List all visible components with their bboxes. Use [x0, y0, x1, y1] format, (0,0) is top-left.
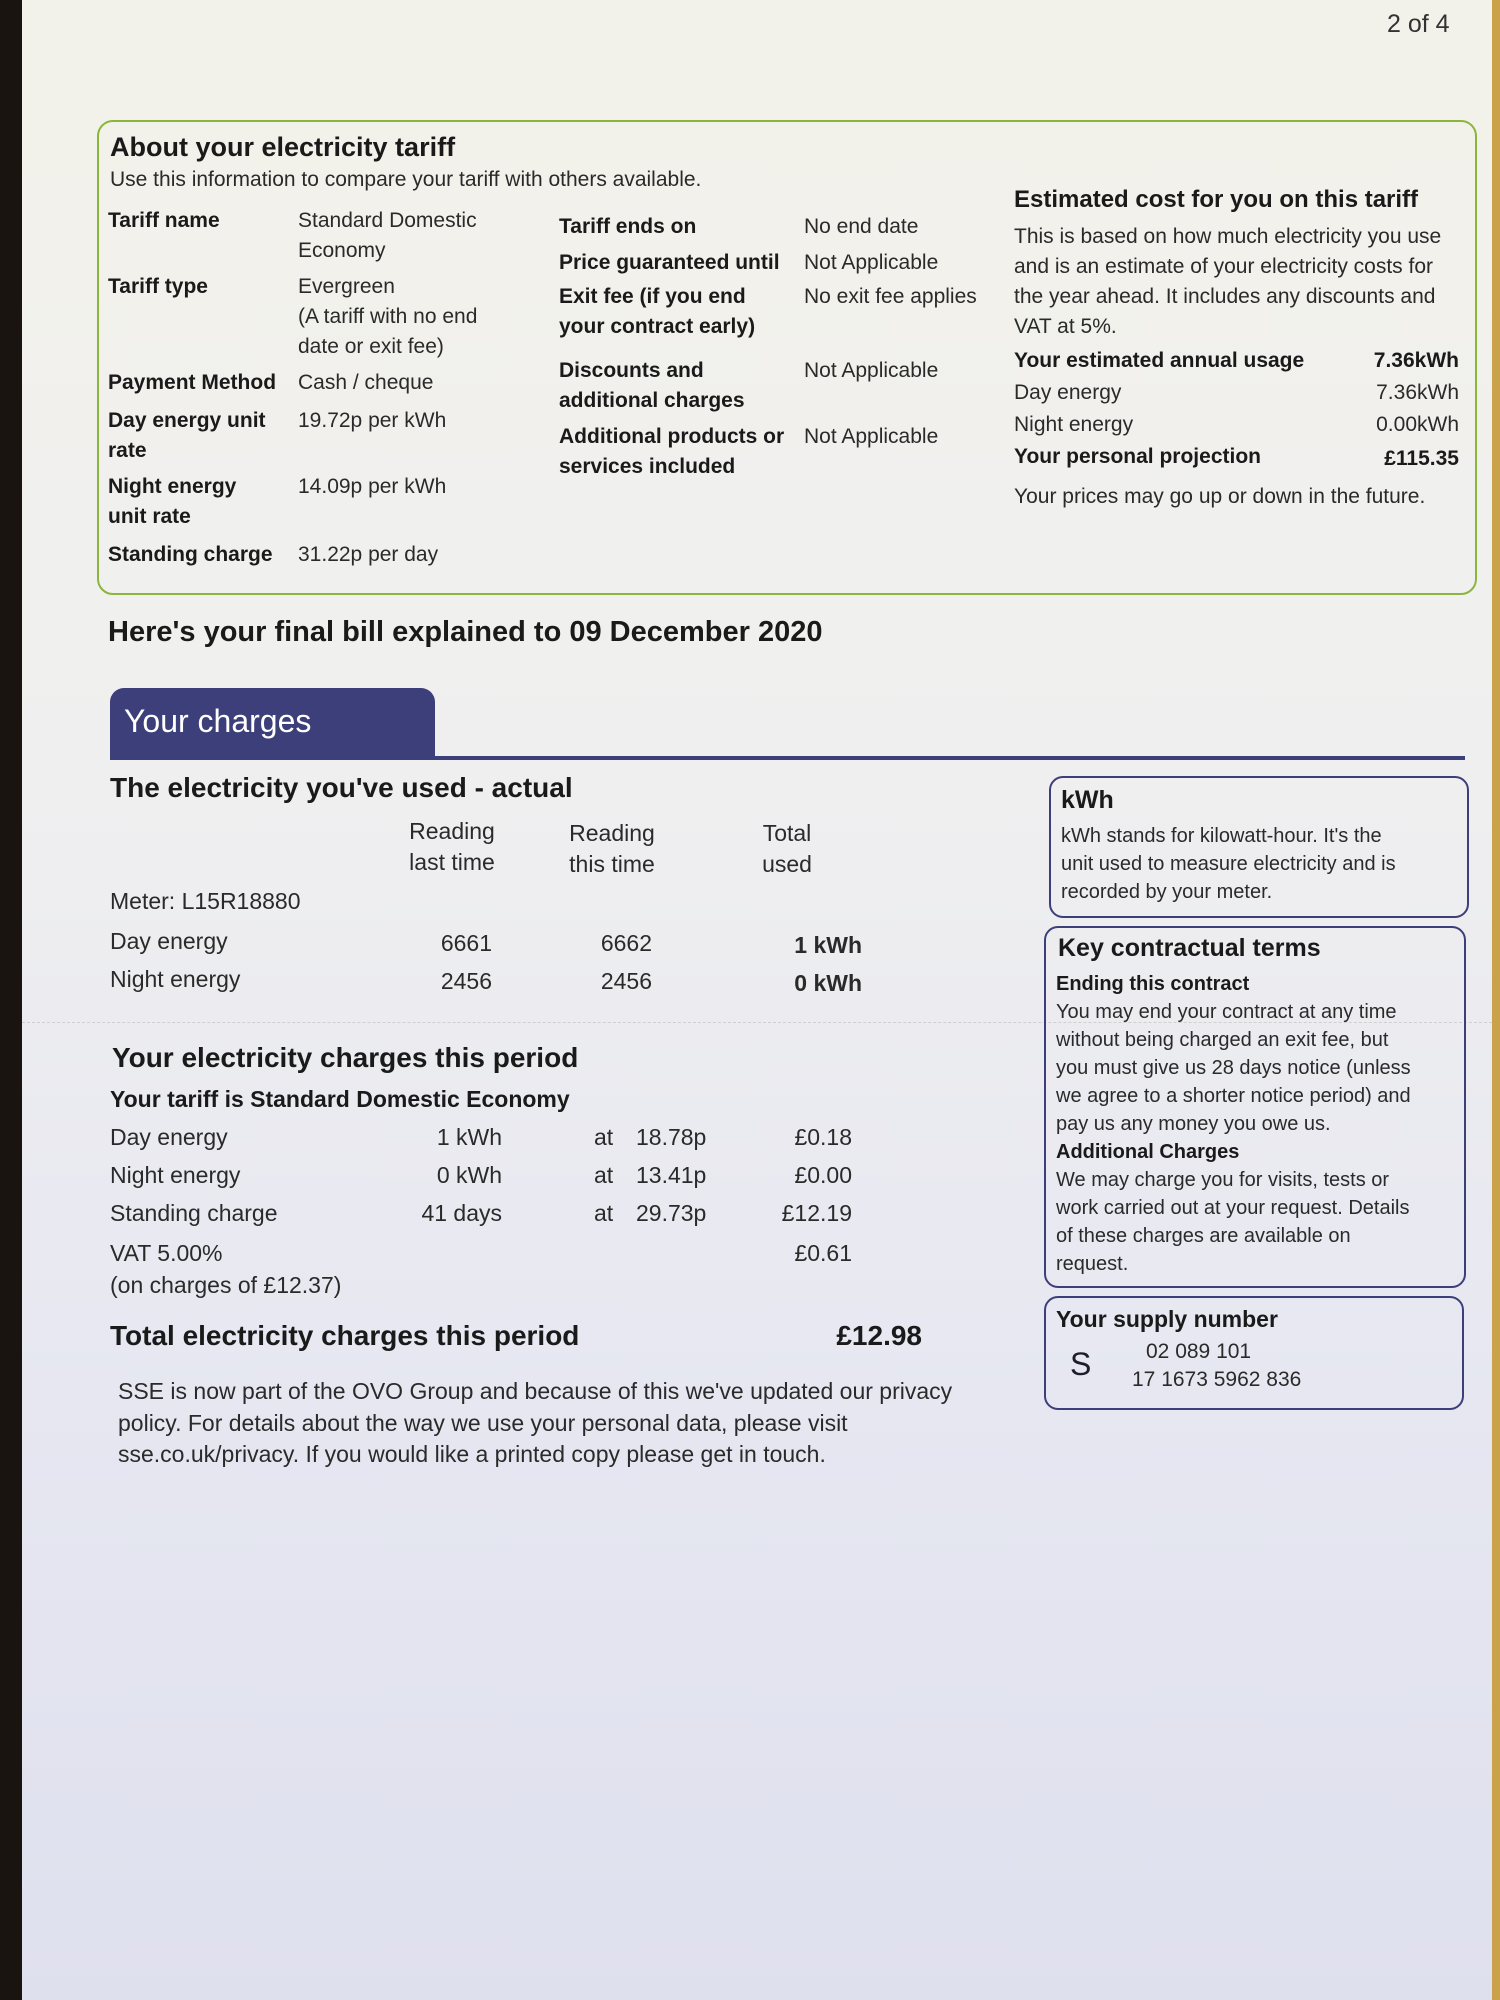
kwh-line-3: recorded by your meter.	[1061, 881, 1273, 903]
privacy-line-3: sse.co.uk/privacy. If you would like a printed copy please get in touch.	[118, 1441, 826, 1467]
your-charges-label: Your charges	[124, 703, 312, 739]
discounts-label-2: additional charges	[559, 389, 745, 412]
estimate-desc-3: the year ahead. It includes any discounts and	[1014, 285, 1436, 308]
price-guaranteed-label: Price guaranteed until	[559, 251, 780, 274]
estimate-day-value: 7.36kWh	[1376, 381, 1459, 404]
tariff-line: Your tariff is Standard Domestic Economy	[110, 1086, 570, 1112]
kwh-info-box	[1049, 776, 1469, 918]
payment-method-value: Cash / cheque	[298, 371, 434, 394]
night-rate-label-2: unit rate	[108, 505, 191, 528]
used-row-this: 2456	[600, 968, 652, 994]
kwh-title: kWh	[1061, 786, 1114, 814]
day-rate-label-1: Day energy unit	[108, 409, 266, 432]
tariff-name-value-1: Standard Domestic	[298, 209, 477, 232]
ending-line-3: you must give us 28 days notice (unless	[1056, 1057, 1411, 1079]
tariff-name-value-2: Economy	[298, 239, 386, 262]
charge-row-qty: 0 kWh	[436, 1162, 502, 1188]
charge-row-at: at	[594, 1124, 614, 1150]
tariff-ends-value: No end date	[804, 215, 919, 238]
projection-label: Your personal projection	[1014, 445, 1261, 468]
kwh-line-2: unit used to measure electricity and is	[1061, 853, 1396, 875]
standing-charge-value: 31.22p per day	[298, 543, 439, 566]
used-row-this: 6662	[600, 930, 652, 956]
tariff-name-label: Tariff name	[108, 209, 220, 232]
day-rate-value: 19.72p per kWh	[298, 409, 447, 432]
contract-terms-box	[1044, 926, 1466, 1288]
charge-row-rate: 13.41p	[636, 1162, 707, 1188]
bill-page	[22, 0, 1492, 2000]
additional-line-4: request.	[1056, 1253, 1129, 1275]
used-row-last: 2456	[440, 968, 492, 994]
supply-number-box	[1044, 1296, 1464, 1410]
privacy-line-2: policy. For details about the way we use your personal data, please visit	[118, 1410, 848, 1436]
ending-line-2: without being charged an exit fee, but	[1056, 1029, 1389, 1051]
charge-row-amount: £0.18	[794, 1124, 852, 1150]
electricity-used-title: The electricity you've used - actual	[110, 772, 573, 803]
projection-value: £115.35	[1384, 447, 1459, 470]
privacy-line-1: SSE is now part of the OVO Group and because of this we've updated our privacy	[118, 1378, 953, 1404]
exit-fee-value: No exit fee applies	[804, 285, 977, 308]
charge-row-qty: 41 days	[421, 1200, 502, 1226]
supply-number-top: 02 089 101	[1146, 1340, 1252, 1363]
terms-title: Key contractual terms	[1058, 934, 1321, 962]
standing-charge-label: Standing charge	[108, 543, 273, 566]
vat-label-1: VAT 5.00%	[110, 1240, 223, 1266]
additional-charges-title: Additional Charges	[1056, 1141, 1240, 1163]
exit-fee-label-1: Exit fee (if you end	[559, 285, 746, 308]
estimate-night-label: Night energy	[1014, 413, 1134, 436]
payment-method-label: Payment Method	[108, 371, 277, 394]
estimate-desc-4: VAT at 5%.	[1014, 315, 1117, 338]
charges-divider	[110, 756, 1465, 760]
tariff-title: About your electricity tariff	[110, 132, 456, 162]
supply-number-title: Your supply number	[1056, 1306, 1278, 1332]
total-charges-label: Total electricity charges this period	[110, 1320, 580, 1351]
tariff-type-value-1: Evergreen	[298, 275, 395, 298]
col-reading-last-2: last time	[409, 849, 495, 875]
used-row-last: 6661	[440, 930, 492, 956]
tariff-info-box	[97, 120, 1477, 595]
additional-products-value: Not Applicable	[804, 425, 939, 448]
ending-line-5: pay us any money you owe us.	[1056, 1113, 1331, 1135]
vat-amount: £0.61	[794, 1240, 852, 1266]
kwh-line-1: kWh stands for kilowatt-hour. It's the	[1061, 825, 1382, 847]
exit-fee-label-2: your contract early)	[559, 315, 756, 338]
ending-line-1: You may end your contract at any time	[1056, 1001, 1397, 1023]
discounts-value: Not Applicable	[804, 359, 939, 382]
charge-row-rate: 29.73p	[636, 1200, 707, 1226]
tariff-subtitle: Use this information to compare your tariff with others available.	[110, 168, 702, 191]
additional-line-2: work carried out at your request. Details	[1056, 1197, 1410, 1219]
used-row-total: 1 kWh	[794, 932, 862, 958]
col-total-used-1: Total	[762, 820, 812, 846]
used-row-total: 0 kWh	[794, 970, 862, 996]
ending-line-4: we agree to a shorter notice period) and	[1056, 1085, 1411, 1107]
day-rate-label-2: rate	[108, 439, 147, 462]
tariff-ends-label: Tariff ends on	[559, 215, 697, 238]
additional-line-3: of these charges are available on	[1056, 1225, 1351, 1247]
estimate-desc-2: and is an estimate of your electricity costs for	[1014, 255, 1434, 278]
col-reading-this-2: this time	[569, 851, 655, 877]
additional-products-label-2: services included	[559, 455, 736, 478]
discounts-label-1: Discounts and	[559, 359, 704, 382]
total-charges-amount: £12.98	[836, 1320, 922, 1351]
col-reading-last	[382, 816, 522, 878]
meter-id: Meter: L15R18880	[110, 888, 301, 914]
annual-usage-label: Your estimated annual usage	[1014, 349, 1305, 372]
charge-row-rate: 18.78p	[636, 1124, 707, 1150]
annual-usage-value: 7.36kWh	[1373, 349, 1459, 372]
col-total-used-2: used	[762, 851, 812, 877]
col-reading-this	[542, 818, 682, 880]
charges-period-title: Your electricity charges this period	[112, 1042, 579, 1073]
tariff-type-value-2: (A tariff with no end	[298, 305, 478, 328]
additional-line-1: We may charge you for visits, tests or	[1056, 1169, 1390, 1191]
used-row-label: Day energy	[110, 928, 228, 954]
tariff-type-label: Tariff type	[108, 275, 208, 298]
charge-row-label: Night energy	[110, 1162, 241, 1188]
charge-row-label: Day energy	[110, 1124, 228, 1150]
estimate-desc-1: This is based on how much electricity you use	[1014, 225, 1442, 248]
tariff-type-value-3: date or exit fee)	[298, 335, 444, 358]
night-rate-label-1: Night energy	[108, 475, 237, 498]
col-reading-last-1: Reading	[409, 818, 495, 844]
page-number: 2 of 4	[1387, 10, 1450, 38]
night-rate-value: 14.09p per kWh	[298, 475, 447, 498]
col-total-used	[732, 818, 842, 880]
estimate-day-label: Day energy	[1014, 381, 1122, 404]
estimate-title: Estimated cost for you on this tariff	[1014, 186, 1419, 213]
supply-letter: S	[1070, 1346, 1092, 1382]
charge-row-amount: £12.19	[781, 1200, 852, 1226]
additional-products-label-1: Additional products or	[559, 425, 785, 448]
supply-number-bottom: 17 1673 5962 836	[1132, 1368, 1302, 1391]
charge-row-at: at	[594, 1200, 614, 1226]
prices-note: Your prices may go up or down in the future.	[1014, 485, 1426, 508]
final-bill-title: Here's your final bill explained to 09 December 2020	[108, 616, 823, 648]
charge-row-qty: 1 kWh	[436, 1124, 502, 1150]
ending-contract-title: Ending this contract	[1056, 973, 1250, 995]
price-guaranteed-value: Not Applicable	[804, 251, 939, 274]
charge-row-at: at	[594, 1162, 614, 1188]
col-reading-this-1: Reading	[569, 820, 655, 846]
used-row-label: Night energy	[110, 966, 241, 992]
your-charges-tab	[110, 688, 435, 756]
vat-label-2: (on charges of £12.37)	[110, 1272, 342, 1298]
estimate-night-value: 0.00kWh	[1376, 413, 1459, 436]
charge-row-label: Standing charge	[110, 1200, 278, 1226]
charge-row-amount: £0.00	[794, 1162, 852, 1188]
